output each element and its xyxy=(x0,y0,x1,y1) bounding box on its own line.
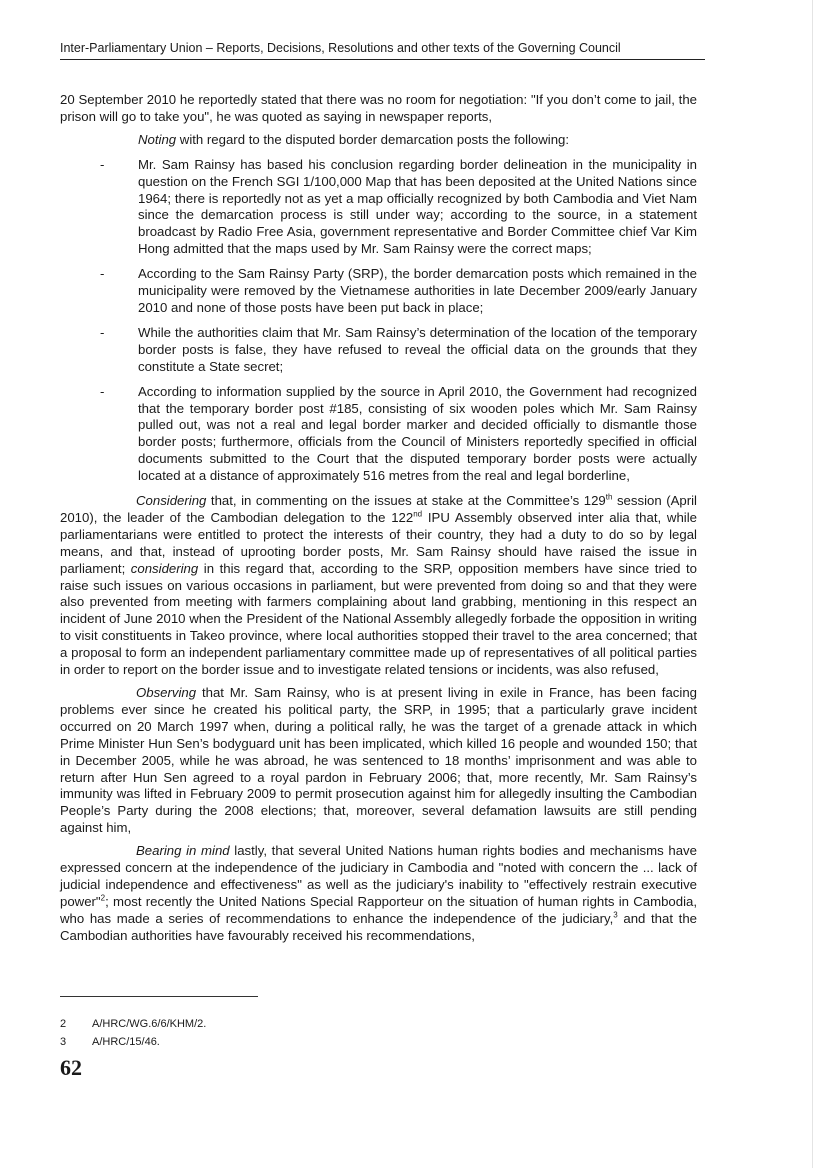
list-item-text: According to information supplied by the source in April 2010, the Government had recognized that the temporary border post #185, consisting of six wooden poles which Mr. Sam Rainsy pulled out, was not a real and legal border marker and decided officially to dismantle those border posts; furthermore, officials from the Council of Ministers reportedly specified in official documents submitted to the Court that the disputed temporary border posts were actually located at a distance of approximately 516 metres from the real and legal borderline, xyxy=(138,383,697,484)
considering-text-3: IPU Assembly observed inter alia that, while parliamentarians were entitled to protect the interests of their country, they had a duty to do so by legal means, and that, instead of uprooting border posts, Mr. Sam Rainsy should have raised the issue in parliament; xyxy=(60,509,697,576)
considering-text-4: in this regard that, according to the SRP, opposition members have since tried to raise such issues on various occasions in parliament, but were prevented from doing so and that they were also prevented from meeting with farmers complaining about land grabbing, mentioning in this respect an incident of June 2010 when the President of the National Assembly allegedly forbade the opposition in writing to visit constituents in Takeo province, where local authorities stopped their travel to the area concerned; that a proposal to form an independent parliamentary committee made up of representatives of all political parties in order to report on the border issue and to investigate related tensions or incidents, was also refused, xyxy=(60,560,697,678)
footnote-text: A/HRC/WG.6/6/KHM/2. xyxy=(92,1018,207,1030)
considering-lead-word: Considering xyxy=(136,493,207,509)
considering-inline-word: considering xyxy=(130,560,199,576)
noting-text: with regard to the disputed border demarcation posts the following: xyxy=(176,131,570,147)
border-points-list xyxy=(60,157,697,485)
list-item xyxy=(60,325,697,376)
observing-lead-word: Observing xyxy=(136,685,197,700)
list-dash: - xyxy=(100,324,105,340)
paragraph-intro: 20 September 2010 he reportedly stated that there was no room for negotiation: "If you don’t come to jail, the prison will go to take you", he was quoted as saying in newspaper reports, xyxy=(60,92,697,124)
noting-lead-word: Noting xyxy=(138,131,177,147)
paragraph-observing xyxy=(60,685,697,837)
footnotes xyxy=(60,1018,660,1054)
list-dash: - xyxy=(100,266,105,282)
running-header: Inter-Parliamentary Union – Reports, Decisions, Resolutions and other texts of the Governing Council xyxy=(60,40,705,60)
superscript-nd: nd xyxy=(413,509,423,519)
considering-text-1: that, in commenting on the issues at stake at the Committee’s 129 xyxy=(206,493,606,509)
list-item xyxy=(60,384,697,485)
page-number: 62 xyxy=(60,1055,82,1080)
footnote-ref-3[interactable]: 3 xyxy=(613,910,618,920)
list-dash: - xyxy=(100,383,105,399)
paragraph-considering xyxy=(60,493,697,679)
bearing-text-3: and that the Cambodian authorities have favourably received his recommendations, xyxy=(60,910,697,943)
list-item xyxy=(60,157,697,258)
footnote-ref-2[interactable]: 2 xyxy=(100,893,106,903)
list-item-text: According to the Sam Rainsy Party (SRP), the border demarcation posts which remained in the municipality were removed by the Vietnamese authorities in late December 2009/early January 2010 and none of those posts have been put back in place; xyxy=(138,266,697,315)
bearing-text-1: lastly, that several United Nations human rights bodies and mechanisms have expressed concern at the independence of the judiciary in Cambodia and "noted with concern the ... lack of judicial independence and effectiveness" as well as the judiciary's inability to "effectively restrain executive power" xyxy=(60,843,697,909)
footnote-divider xyxy=(60,996,258,997)
bearing-lead-words: Bearing in mind xyxy=(136,843,230,859)
footnote-item xyxy=(60,1018,660,1036)
scan-margin-line xyxy=(812,0,813,1168)
paragraph-bearing-in-mind xyxy=(60,843,697,944)
observing-text: that Mr. Sam Rainsy, who is at present living in exile in France, has been facing problems ever since he created his political party, the SRP, in 1995; that a particularly grave incident occurred on 20 March 1997 when, during a political rally, he was the target of a grenade attack in which Prime Minister Hun Sen’s bodyguard unit has been implicated, which killed 16 people and wounded 150; that in December 2005, while he was abroad, he was sentenced to 18 months’ imprisonment and was able to return after Hun Sen agreed to a royal pardon in February 2006; that, more recently, Mr. Sam Rainsy’s immunity was lifted in February 2009 to permit prosecution against him for allegedly insulting the Cambodian People’s Party during the 2008 elections; that, moreover, several defamation lawsuits are still pending against him, xyxy=(60,685,697,836)
paragraph-noting xyxy=(60,132,697,149)
considering-text-2: session (April 2010), the leader of the Cambodian delegation to the 122 xyxy=(60,493,697,525)
list-item-text: While the authorities claim that Mr. Sam Rainsy’s determination of the location of the temporary border posts is false, they have refused to reveal the official data on the grounds that they constitute a State secret; xyxy=(138,324,697,374)
list-item xyxy=(60,266,697,317)
superscript-th: th xyxy=(605,492,613,502)
list-dash: - xyxy=(100,156,105,172)
list-item-text: Mr. Sam Rainsy has based his conclusion regarding border delineation in the municipality in question on the French SGI 1/100,000 Map that has been deposited at the United Nations since 1964; there is reportedly not as yet a map officially recognized by both Cambodia and Viet Nam since the demarcation process is still under way; according to the source, in a statement broadcast by Radio Free Asia, government representative and Border Committee chief Var Kim Hong admitted that the maps used by Mr. Sam Rainsy were the correct maps; xyxy=(138,156,697,257)
body-text xyxy=(60,92,697,951)
footnote-text: A/HRC/15/46. xyxy=(92,1036,160,1048)
footnote-number: 2 xyxy=(60,1018,67,1030)
bearing-text-2: ; most recently the United Nations Special Rapporteur on the situation of human rights in Cambodia, who has made a series of recommendations to enhance the independence of the judiciary, xyxy=(60,893,697,926)
footnote-item xyxy=(60,1036,660,1054)
footnote-number: 3 xyxy=(60,1036,67,1048)
